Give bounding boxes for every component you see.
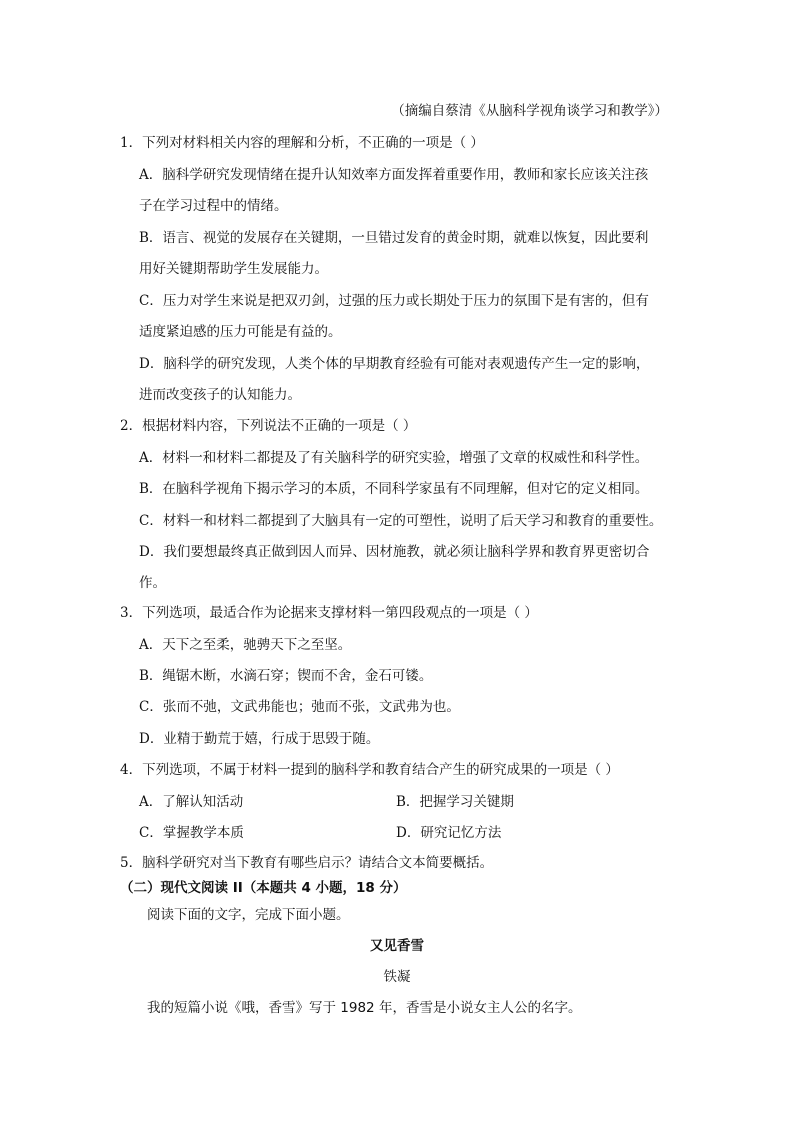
question-1-option-d-cont: 进而改变孩子的认知能力。	[139, 387, 301, 403]
question-4-stem: 4．下列选项，不属于材料一提到的脑科学和教育结合产生的研究成果的一项是（ ）	[120, 762, 619, 778]
question-1-option-a-cont: 子在学习过程中的情绪。	[139, 198, 288, 214]
question-1-stem: 1．下列对材料相关内容的理解和分析，不正确的一项是（ ）	[120, 135, 484, 151]
question-1-option-c-cont: 适度紧迫感的压力可能是有益的。	[139, 324, 342, 340]
question-4-option-b: B．把握学习关键期	[396, 794, 514, 810]
question-2-option-c: C．材料一和材料二都提到了大脑具有一定的可塑性，说明了后天学习和教育的重要性。	[139, 513, 663, 529]
question-2-stem: 2．根据材料内容，下列说法不正确的一项是（ ）	[120, 418, 417, 434]
question-4-option-d: D．研究记忆方法	[396, 825, 502, 841]
question-1-option-a: A．脑科学研究发现情绪在提升认知效率方面发挥着重要作用，教师和家长应该关注孩	[139, 167, 649, 183]
question-4-option-a: A．了解认知活动	[139, 794, 244, 810]
question-3-option-a: A．天下之至柔，驰骋天下之至坚。	[139, 637, 352, 653]
question-2-option-a: A．材料一和材料二都提及了有关脑科学的研究实验，增强了文章的权威性和科学性。	[139, 450, 649, 466]
reading-instruction: 阅读下面的文字，完成下面小题。	[147, 907, 350, 923]
question-5-stem: 5．脑科学研究对当下教育有哪些启示？请结合文本简要概括。	[120, 855, 494, 871]
question-3-option-b: B．绳锯木断，水滴石穿；锲而不舍，金石可镂。	[139, 668, 433, 684]
section-heading: （二）现代文阅读 II（本题共 4 小题，18 分）	[120, 880, 407, 896]
article-paragraph-1: 我的短篇小说《哦，香雪》写于 1982 年，香雪是小说女主人公的名字。	[147, 1000, 582, 1016]
article-title: 又见香雪	[370, 938, 424, 954]
question-1-option-b-cont: 用好关键期帮助学生发展能力。	[139, 261, 328, 277]
question-4-option-c: C．掌握教学本质	[139, 825, 244, 841]
question-2-option-b: B．在脑科学视角下揭示学习的本质，不同科学家虽有不同理解，但对它的定义相同。	[139, 481, 649, 497]
source-citation: （摘编自蔡清《从脑科学视角谈学习和教学》）	[391, 103, 668, 119]
question-2-option-d-cont: 作。	[139, 575, 166, 591]
question-1-option-c: C．压力对学生来说是把双刃剑，过强的压力或长期处于压力的氛围下是有害的，但有	[139, 293, 649, 309]
question-3-stem: 3．下列选项，最适合作为论据来支撑材料一第四段观点的一项是（ ）	[120, 605, 538, 621]
question-3-option-c: C．张而不弛，文武弗能也；弛而不张，文武弗为也。	[139, 699, 460, 715]
question-1-option-d: D．脑科学的研究发现，人类个体的早期教育经验有可能对表观遗传产生一定的影响，	[139, 356, 650, 372]
article-author: 铁凝	[383, 969, 411, 985]
question-2-option-d: D．我们要想最终真正做到因人而异、因材施教，就必须让脑科学界和教育界更密切合	[139, 544, 650, 560]
question-1-option-b: B．语言、视觉的发展存在关键期，一旦错过发育的黄金时期，就难以恢复，因此要利	[139, 230, 649, 246]
question-3-option-d: D．业精于勤荒于嬉，行成于思毁于随。	[139, 731, 380, 747]
